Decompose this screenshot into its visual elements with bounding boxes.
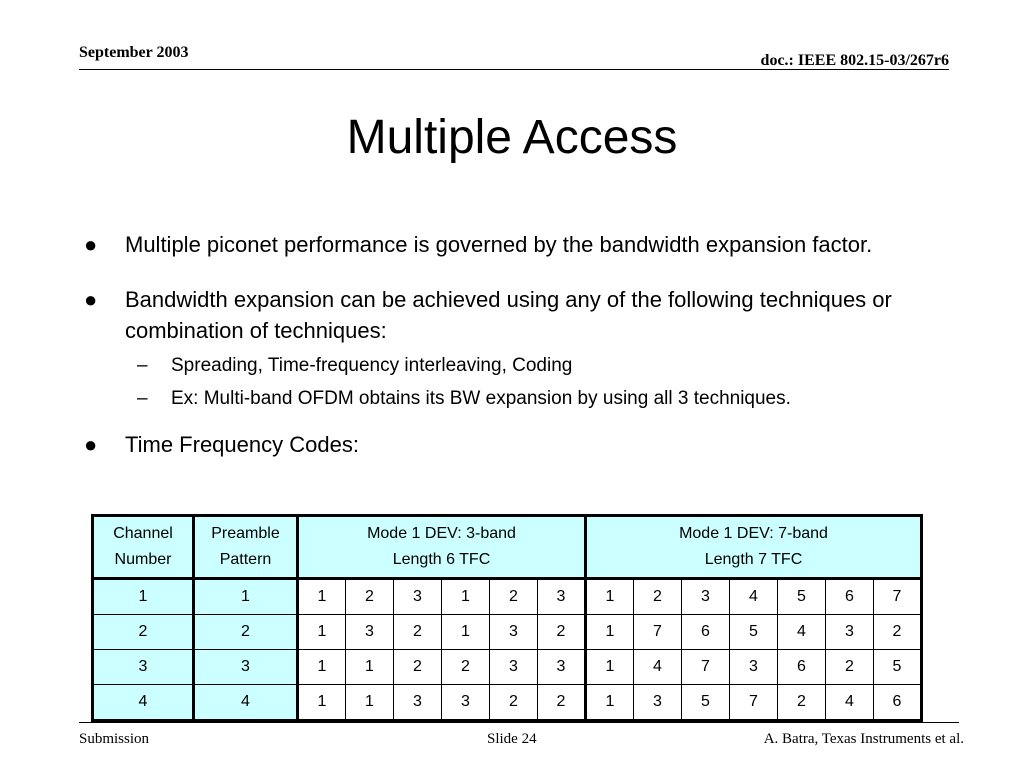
tfc7-cell: 6 bbox=[778, 650, 826, 685]
header-line: Length 6 TFC bbox=[392, 551, 491, 568]
preamble-pattern-cell: 2 bbox=[194, 615, 298, 650]
tfc3-cell: 3 bbox=[538, 579, 586, 615]
footer-slide-number: Slide 24 bbox=[487, 731, 537, 747]
header-divider bbox=[79, 69, 949, 70]
tfc7-cell: 4 bbox=[634, 650, 682, 685]
header-mode-3-band bbox=[298, 516, 586, 579]
tfc7-cell: 7 bbox=[730, 685, 778, 721]
bullet-text: Bandwidth expansion can be achieved using any of the following techniques or combination of techniques: bbox=[125, 287, 892, 343]
channel-number-cell: 3 bbox=[93, 650, 194, 685]
preamble-pattern-cell: 3 bbox=[194, 650, 298, 685]
tfc3-cell: 1 bbox=[346, 650, 394, 685]
sub-bullet-text: Spreading, Time-frequency interleaving, Coding bbox=[171, 355, 573, 376]
bullet-item-2 bbox=[84, 284, 954, 413]
header-line: Mode 1 DEV: 3-band bbox=[367, 525, 516, 542]
tfc7-cell: 1 bbox=[586, 685, 634, 721]
tfc7-cell: 3 bbox=[730, 650, 778, 685]
tfc7-cell: 2 bbox=[778, 685, 826, 721]
tfc7-cell: 2 bbox=[634, 579, 682, 615]
footer-divider bbox=[79, 722, 959, 723]
bullet-item-1 bbox=[84, 229, 954, 260]
header-line: Pattern bbox=[219, 551, 272, 568]
channel-number-cell: 2 bbox=[93, 615, 194, 650]
tfc3-cell: 1 bbox=[442, 579, 490, 615]
tfc3-cell: 3 bbox=[346, 615, 394, 650]
sub-bullet-item-2 bbox=[125, 385, 954, 413]
tfc3-cell: 2 bbox=[394, 650, 442, 685]
preamble-pattern-cell: 4 bbox=[194, 685, 298, 721]
tfc7-cell: 5 bbox=[730, 615, 778, 650]
slide-title: Multiple Access bbox=[346, 111, 678, 164]
tfc7-cell: 4 bbox=[826, 685, 874, 721]
sub-bullet-list bbox=[125, 352, 954, 413]
header-date: September 2003 bbox=[79, 44, 189, 61]
table-row bbox=[93, 615, 922, 650]
sub-bullet-text: Ex: Multi-band OFDM obtains its BW expansion by using all 3 techniques. bbox=[171, 388, 791, 409]
tfc3-cell: 3 bbox=[394, 685, 442, 721]
tfc7-cell: 5 bbox=[682, 685, 730, 721]
tfc7-cell: 1 bbox=[586, 579, 634, 615]
header-line: Preamble bbox=[211, 525, 280, 542]
dash-icon: – bbox=[137, 388, 148, 409]
channel-number-cell: 1 bbox=[93, 579, 194, 615]
header-line: Number bbox=[114, 551, 172, 568]
tfc3-cell: 1 bbox=[298, 650, 346, 685]
tfc7-cell: 6 bbox=[874, 685, 922, 721]
tfc3-cell: 1 bbox=[298, 685, 346, 721]
tfc7-cell: 7 bbox=[682, 650, 730, 685]
tfc3-cell: 1 bbox=[298, 579, 346, 615]
tfc7-cell: 5 bbox=[778, 579, 826, 615]
tfc7-cell: 4 bbox=[730, 579, 778, 615]
header-doc-id: doc.: IEEE 802.15-03/267r6 bbox=[760, 52, 949, 69]
tfc7-cell: 4 bbox=[778, 615, 826, 650]
tfc7-cell: 5 bbox=[874, 650, 922, 685]
tfc-table bbox=[91, 514, 923, 722]
bullet-dot-icon: ● bbox=[84, 432, 98, 457]
footer-submission: Submission bbox=[79, 731, 150, 747]
tfc3-cell: 3 bbox=[490, 650, 538, 685]
bullet-text: Multiple piconet performance is governed by the bandwidth expansion factor. bbox=[125, 232, 873, 257]
dash-icon: – bbox=[137, 355, 148, 376]
tfc3-cell: 3 bbox=[490, 615, 538, 650]
table-row bbox=[93, 685, 922, 721]
tfc7-cell: 7 bbox=[874, 579, 922, 615]
tfc7-cell: 3 bbox=[634, 685, 682, 721]
tfc3-cell: 1 bbox=[346, 685, 394, 721]
tfc3-cell: 3 bbox=[394, 579, 442, 615]
bullet-list bbox=[84, 229, 954, 460]
footer-author: A. Batra, Texas Instruments et al. bbox=[763, 731, 964, 747]
tfc7-cell: 3 bbox=[826, 615, 874, 650]
header-preamble-pattern bbox=[194, 516, 298, 579]
tfc3-cell: 2 bbox=[490, 579, 538, 615]
tfc7-cell: 2 bbox=[874, 615, 922, 650]
bullet-dot-icon: ● bbox=[84, 232, 98, 257]
tfc3-cell: 2 bbox=[538, 615, 586, 650]
tfc7-cell: 1 bbox=[586, 650, 634, 685]
tfc3-cell: 1 bbox=[298, 615, 346, 650]
tfc7-cell: 6 bbox=[682, 615, 730, 650]
header-line: Channel bbox=[113, 525, 173, 542]
tfc7-cell: 6 bbox=[826, 579, 874, 615]
tfc3-cell: 1 bbox=[442, 615, 490, 650]
header-channel-number bbox=[93, 516, 194, 579]
table-header-row bbox=[93, 516, 922, 579]
tfc3-cell: 3 bbox=[442, 685, 490, 721]
channel-number-cell: 4 bbox=[93, 685, 194, 721]
tfc7-cell: 1 bbox=[586, 615, 634, 650]
table-row bbox=[93, 579, 922, 615]
tfc3-cell: 2 bbox=[538, 685, 586, 721]
tfc7-cell: 7 bbox=[634, 615, 682, 650]
preamble-pattern-cell: 1 bbox=[194, 579, 298, 615]
tfc7-cell: 3 bbox=[682, 579, 730, 615]
tfc3-cell: 2 bbox=[490, 685, 538, 721]
bullet-item-3 bbox=[84, 429, 954, 460]
bullet-dot-icon: ● bbox=[84, 287, 98, 312]
table-body bbox=[93, 579, 922, 721]
bullet-text: Time Frequency Codes: bbox=[125, 432, 359, 457]
tfc3-cell: 2 bbox=[442, 650, 490, 685]
tfc7-cell: 2 bbox=[826, 650, 874, 685]
tfc3-cell: 3 bbox=[538, 650, 586, 685]
tfc3-cell: 2 bbox=[394, 615, 442, 650]
header-line: Mode 1 DEV: 7-band bbox=[679, 525, 828, 542]
table-row bbox=[93, 650, 922, 685]
header-line: Length 7 TFC bbox=[704, 551, 803, 568]
sub-bullet-item-1 bbox=[125, 352, 954, 380]
header-mode-7-band bbox=[586, 516, 922, 579]
tfc3-cell: 2 bbox=[346, 579, 394, 615]
